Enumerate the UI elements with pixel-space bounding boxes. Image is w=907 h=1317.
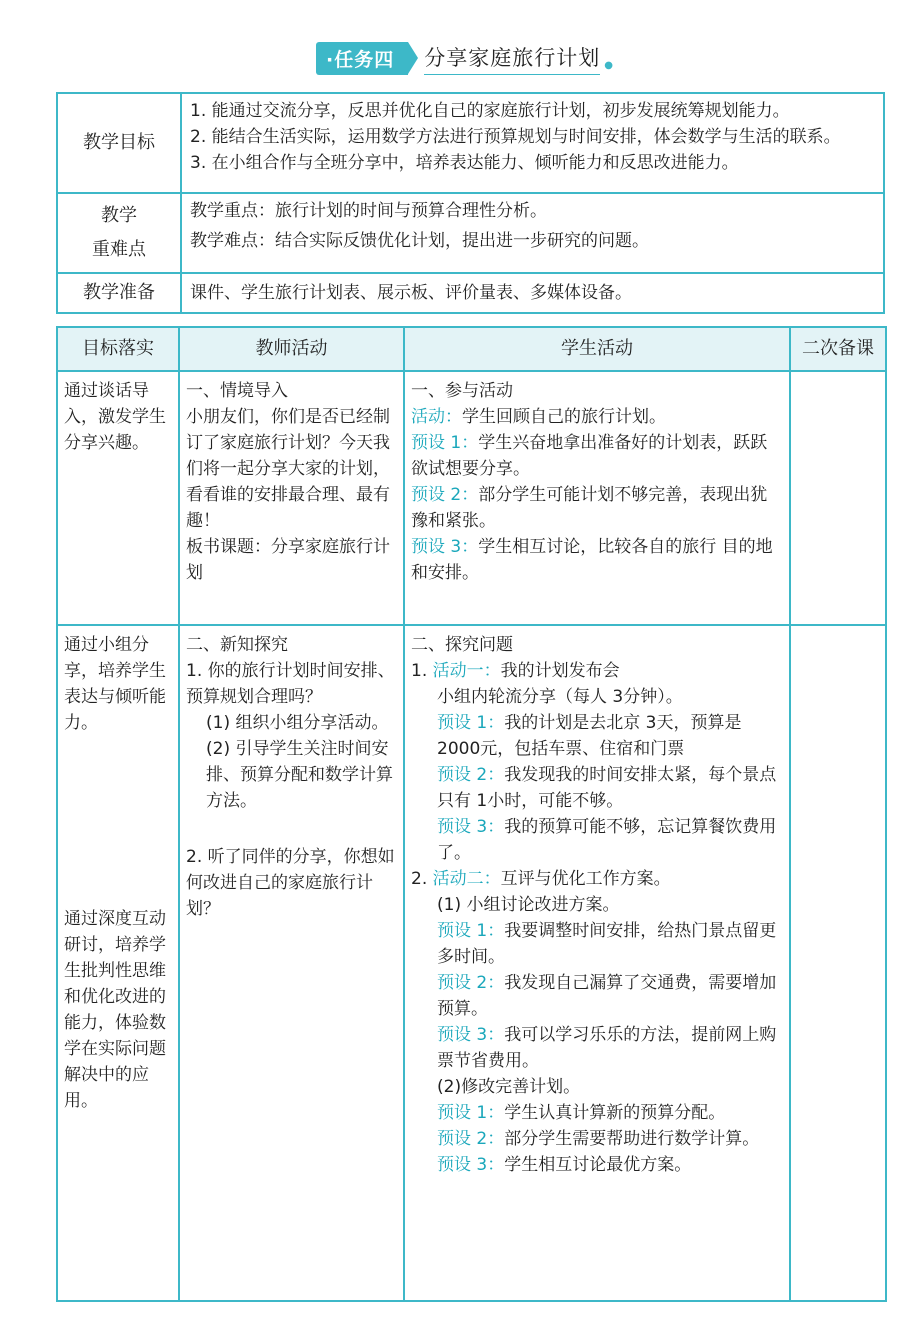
row2-notes xyxy=(790,625,886,1301)
list-item xyxy=(411,534,783,586)
teacher-step: (2) 引导学生关注时间安排、预算分配和数学计算方法。 xyxy=(206,739,393,811)
key-label-line: 重难点 xyxy=(92,239,146,260)
list-item xyxy=(411,1022,783,1074)
list-item xyxy=(411,1100,783,1126)
item-label: 预设 1： xyxy=(411,433,479,453)
prep-text: 课件、学生旅行计划表、展示板、评价量表、多媒体设备。 xyxy=(181,273,884,313)
item-text: 部分学生可能计划不够完善，表现出犹豫和紧张。 xyxy=(411,485,768,531)
teacher-question: 1. 你的旅行计划时间安排、预算规划合理吗？ xyxy=(186,661,395,707)
list-item xyxy=(411,1152,783,1178)
item-text: 学生相互讨论，比较各自的旅行 目的地和安排。 xyxy=(411,537,773,583)
page-title xyxy=(316,42,613,74)
goal-item: 1. 能通过交流分享，反思并优化自己的家庭旅行计划，初步发展统筹规划能力。 xyxy=(190,101,790,121)
list-item xyxy=(411,482,783,534)
item-label: 预设 2： xyxy=(437,765,505,785)
row2-goal xyxy=(57,625,179,1301)
list-item xyxy=(411,710,783,762)
header-teacher: 教师活动 xyxy=(179,327,404,371)
sub-step: (1) 小组讨论改进方案。 xyxy=(437,895,620,915)
activity-title xyxy=(411,658,783,684)
activity-desc: 小组内轮流分享（每人 3分钟）。 xyxy=(437,687,683,707)
task-title: 分享家庭旅行计划 xyxy=(424,42,600,75)
goal-item: 2. 能结合生活实际，运用数学方法进行预算规划与时间安排，体会数学与生活的联系。 xyxy=(190,127,841,147)
item-label: 预设 2： xyxy=(411,485,479,505)
task-badge: ·任务四 xyxy=(316,42,408,75)
item-text: 我发现自己漏算了交通费，需要增加预算。 xyxy=(437,973,777,1019)
row1-notes xyxy=(790,371,886,625)
student-section-title: 二、探究问题 xyxy=(411,635,513,655)
row1-goal: 通过谈话导入，激发学生分享兴趣。 xyxy=(57,371,179,625)
header-goal: 目标落实 xyxy=(57,327,179,371)
item-label: 预设 3： xyxy=(437,1025,505,1045)
item-text: 学生认真计算新的预算分配。 xyxy=(504,1103,726,1123)
row1-student xyxy=(404,371,790,625)
activity-title xyxy=(411,866,783,892)
activity-number: 1. xyxy=(411,661,433,681)
item-label: 预设 3： xyxy=(411,537,479,557)
item-text: 我可以学习乐乐的方法，提前网上购票节省费用。 xyxy=(437,1025,777,1071)
teacher-section-title: 二、新知探究 xyxy=(186,635,288,655)
item-label: 预设 1： xyxy=(437,713,505,733)
item-text: 学生回顾自己的旅行计划。 xyxy=(462,407,666,427)
student-section-title: 一、参与活动 xyxy=(411,381,513,401)
item-text: 学生相互讨论最优方案。 xyxy=(504,1155,692,1175)
list-item xyxy=(411,1126,783,1152)
header-notes: 二次备课 xyxy=(790,327,886,371)
info-table xyxy=(56,92,885,314)
activity-label: 活动二： xyxy=(432,869,501,889)
activity-number: 2. xyxy=(411,869,433,889)
row2-student xyxy=(404,625,790,1301)
list-item xyxy=(411,918,783,970)
goal-text: 通过深度互动研讨，培养学生批判性思维和优化改进的能力，体验数学在实际问题解决中的应用。 xyxy=(64,909,166,1111)
title-dot-icon: ● xyxy=(604,59,613,71)
list-item xyxy=(411,762,783,814)
header-student: 学生活动 xyxy=(404,327,790,371)
key-label-line: 教学 xyxy=(101,205,137,226)
row1-teacher xyxy=(179,371,404,625)
goal-text: 通过小组分享，培养学生表达与倾听能力。 xyxy=(64,635,166,733)
teacher-question: 2. 听了同伴的分享，你想如何改进自己的家庭旅行计划？ xyxy=(186,847,395,919)
item-text: 学生兴奋地拿出准备好的计划表，跃跃欲试想要分享。 xyxy=(411,433,768,479)
item-label: 预设 1： xyxy=(437,1103,505,1123)
teacher-section-title: 一、情境导入 xyxy=(186,381,288,401)
goal-label: 教学目标 xyxy=(57,93,181,193)
activity-label: 活动一： xyxy=(432,661,501,681)
lesson-table xyxy=(56,326,887,1302)
teacher-step: (1) 组织小组分享活动。 xyxy=(206,713,389,733)
item-text: 部分学生需要帮助进行数学计算。 xyxy=(504,1129,760,1149)
item-text: 我发现我的时间安排太紧，每个景点只有 1小时，可能不够。 xyxy=(437,765,777,811)
list-item xyxy=(411,970,783,1022)
list-item xyxy=(411,814,783,866)
item-label: 预设 2： xyxy=(437,973,505,993)
item-text: 我的预算可能不够，忘记算餐饮费用了。 xyxy=(437,817,777,863)
item-label: 预设 1： xyxy=(437,921,505,941)
key-label xyxy=(57,193,181,273)
activity-name: 互评与优化工作方案。 xyxy=(500,869,671,889)
goal-item: 3. 在小组合作与全班分享中，培养表达能力、倾听能力和反思改进能力。 xyxy=(190,153,739,173)
item-label: 预设 2： xyxy=(437,1129,505,1149)
goal-list xyxy=(181,93,884,193)
key-point: 教学重点：旅行计划的时间与预算合理性分析。 xyxy=(190,201,547,221)
key-points xyxy=(181,193,884,273)
list-item xyxy=(411,430,783,482)
item-text: 我要调整时间安排，给热门景点留更多时间。 xyxy=(437,921,777,967)
teacher-text: 小朋友们，你们是否已经制订了家庭旅行计划？今天我们将一起分享大家的计划，看看谁的安排最合理、最有趣！ xyxy=(186,407,390,531)
teacher-board: 板书课题：分享家庭旅行计划 xyxy=(186,537,390,583)
list-item xyxy=(411,404,783,430)
activity-name: 我的计划发布会 xyxy=(500,661,620,681)
difficult-point: 教学难点：结合实际反馈优化计划，提出进一步研究的问题。 xyxy=(190,231,649,251)
item-label: 活动： xyxy=(411,407,462,427)
item-label: 预设 3： xyxy=(437,1155,505,1175)
sub-step: (2)修改完善计划。 xyxy=(437,1077,581,1097)
row2-teacher xyxy=(179,625,404,1301)
item-label: 预设 3： xyxy=(437,817,505,837)
item-text: 我的计划是去北京 3天，预算是2000元，包括车票、住宿和门票 xyxy=(437,713,742,759)
prep-label: 教学准备 xyxy=(57,273,181,313)
